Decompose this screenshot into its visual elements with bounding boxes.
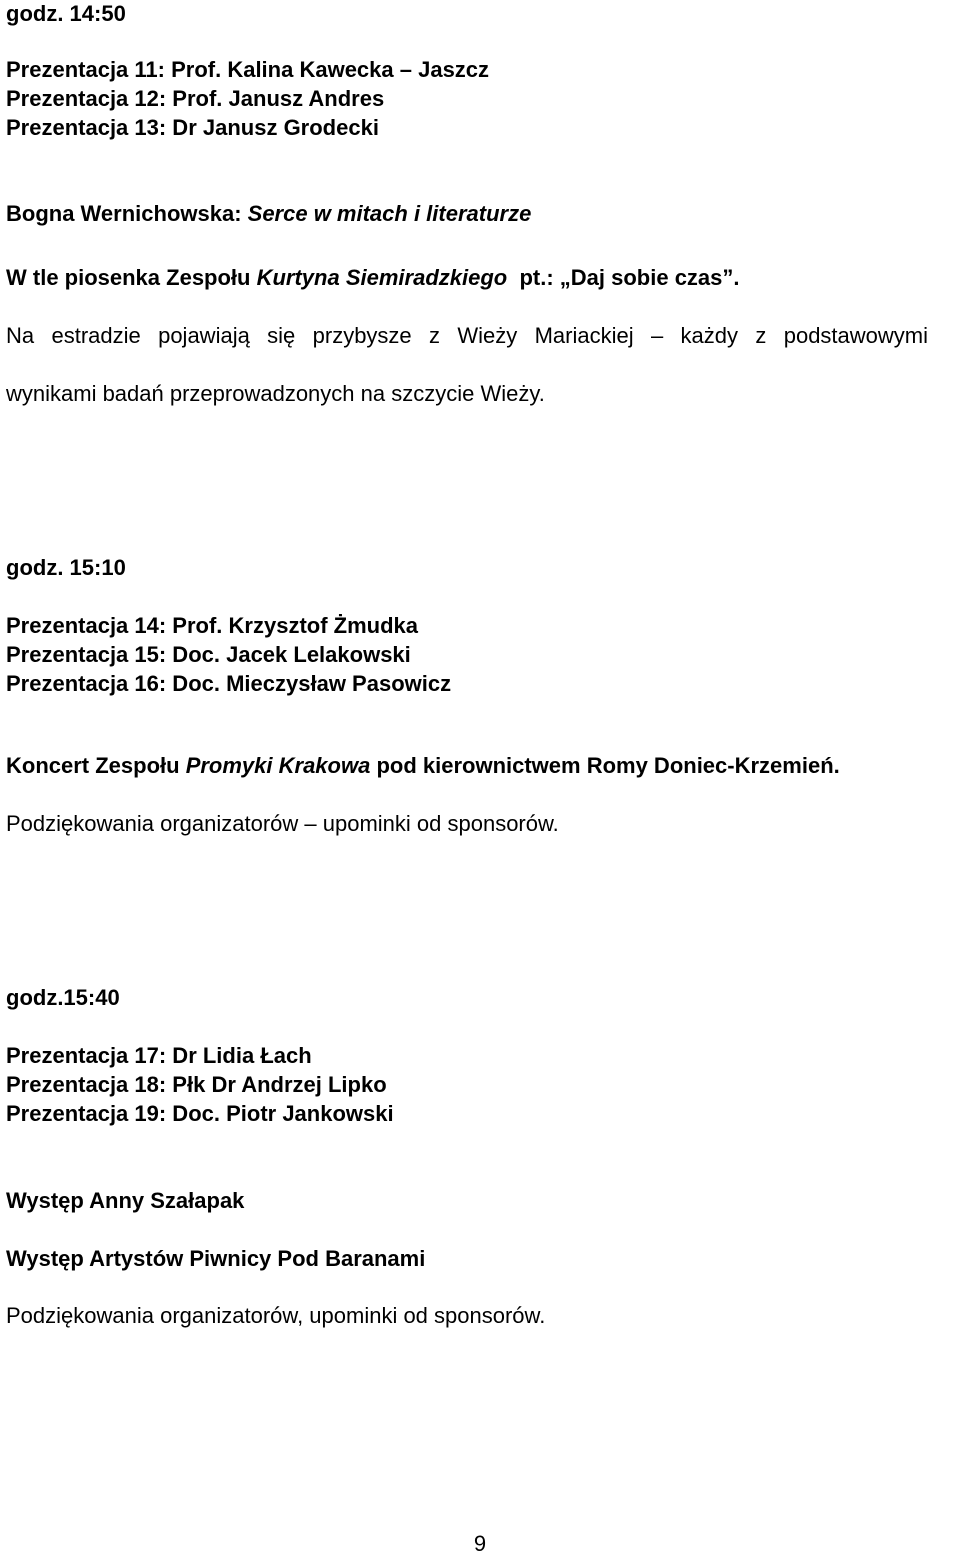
presentation-17: Prezentacja 17: Dr Lidia Łach: [6, 1043, 312, 1068]
concert-suffix: pod kierownictwem Romy Doniec-Krzemień.: [370, 753, 840, 778]
talk-speaker: Bogna Wernichowska:: [6, 201, 248, 226]
song-title: „Daj sobie czas”.: [559, 265, 740, 290]
time-heading-1540: godz.15:40: [6, 985, 120, 1010]
concert-line: [6, 752, 840, 780]
song-middle: pt.:: [507, 265, 560, 290]
performance-2: Występ Artystów Piwnicy Pod Baranami: [6, 1246, 426, 1271]
thanks-line-1: Podziękowania organizatorów – upominki od sponsorów.: [6, 811, 559, 836]
page-number: 9: [473, 1531, 487, 1556]
song-prefix: W tle piosenka Zespołu: [6, 265, 257, 290]
talk-title: Serce w mitach i literaturze: [247, 201, 532, 226]
thanks-line-2: Podziękowania organizatorów, upominki od sponsorów.: [6, 1303, 546, 1328]
concert-prefix: Koncert Zespołu: [6, 753, 186, 778]
note-line-1: Na estradzie pojawiają się przybysze z Wieży Mariackiej – każdy z podstawowymi: [6, 323, 928, 348]
talk-line: [6, 200, 531, 228]
concert-band: Promyki Krakowa: [185, 753, 371, 778]
presentation-14: Prezentacja 14: Prof. Krzysztof Żmudka: [6, 613, 419, 638]
presentation-16: Prezentacja 16: Doc. Mieczysław Pasowicz: [6, 671, 452, 696]
presentation-15: Prezentacja 15: Doc. Jacek Lelakowski: [6, 642, 411, 667]
time-heading-1510: godz. 15:10: [6, 555, 126, 580]
presentation-12: Prezentacja 12: Prof. Janusz Andres: [6, 86, 385, 111]
presentation-18: Prezentacja 18: Płk Dr Andrzej Lipko: [6, 1072, 387, 1097]
song-band: Kurtyna Siemiradzkiego: [256, 265, 508, 290]
presentation-11: Prezentacja 11: Prof. Kalina Kawecka – Jaszcz: [6, 57, 490, 82]
note-line-2: wynikami badań przeprowadzonych na szczycie Wieży.: [6, 381, 545, 406]
time-heading-1450: godz. 14:50: [6, 1, 126, 26]
song-line: [6, 264, 740, 292]
presentation-19: Prezentacja 19: Doc. Piotr Jankowski: [6, 1101, 394, 1126]
performance-1: Występ Anny Szałapak: [6, 1188, 245, 1213]
presentation-13: Prezentacja 13: Dr Janusz Grodecki: [6, 115, 379, 140]
